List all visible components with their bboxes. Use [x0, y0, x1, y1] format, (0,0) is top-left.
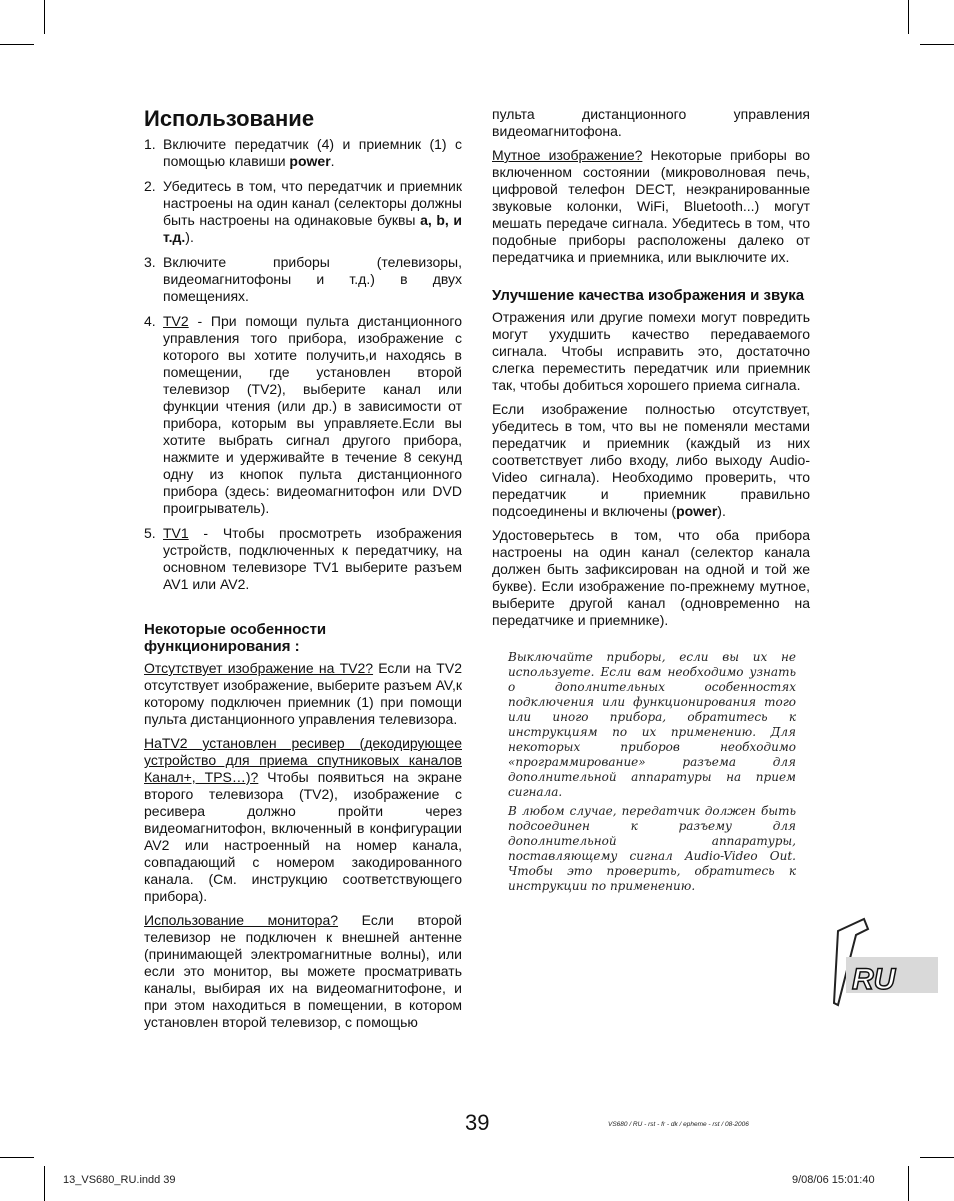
quality-paragraph	[492, 401, 810, 520]
crop-mark	[908, 1166, 909, 1201]
language-badge-label: RU	[852, 963, 896, 996]
step-item	[144, 525, 462, 593]
step-number: 3.	[144, 254, 156, 270]
page-title: Использование	[144, 106, 315, 131]
step-number: 2.	[144, 178, 156, 194]
document-reference: VS680 / RU - rst - fr - dk / epheme - rst / 08-2006	[608, 1121, 749, 1128]
language-badge-graphic	[830, 915, 940, 1010]
steps-list	[144, 136, 462, 593]
feature-text: Если второй телевизор не подключен к внешней антенне (принимающей электромагнитные волны), или если это монитор, вы можете просматривать каналы, выбирая их на видеомагнитофоне, и при этом находиться в помещении, в котором установлен второй телевизор, с помощью	[144, 912, 463, 1030]
feature-continuation: пульта дистанционного управления видеомагнитофона.	[492, 106, 810, 139]
step-number: 5.	[144, 525, 156, 541]
step-text: - Чтобы просмотреть изображения устройств, подключенных к передатчику, на основном телевизоре TV1 выберите разъем AV1 или AV2.	[163, 525, 462, 592]
feature-label: Использование монитора?	[144, 912, 339, 928]
right-column	[492, 106, 810, 898]
crop-mark	[920, 1157, 954, 1158]
step-bold: power	[289, 153, 331, 169]
quality-text: ).	[717, 503, 726, 519]
file-name: 13_VS680_RU.indd 39	[63, 1174, 176, 1186]
feature-text: Чтобы появиться на экране второго телевизора (TV2), изображение с ресивера должно пройти через видеомагнитофон, включенный в конфигурации AV2 или настроенный на номер канала, совпадающий с номером закодированного канала. (См. инструкцию соответствующего прибора).	[144, 769, 462, 904]
left-column	[144, 106, 462, 1038]
feature-label: Мутное изображение?	[492, 147, 643, 163]
feature-paragraph	[144, 660, 462, 728]
language-badge	[830, 915, 940, 1015]
note-paragraph: В любом случае, передатчик должен быть подсоединен к разъему для дополнительной аппаратуры, поставляющему сигнал Audio-Video Out. Чтобы это проверить, обратитесь к инструкции по применению.	[508, 804, 796, 893]
crop-mark	[0, 44, 34, 45]
step-text: .	[330, 153, 335, 169]
step-bold: a, b, и т.д.	[163, 212, 462, 245]
step-text: - При помощи пульта дистанционного управления того прибора, изображение с которого вы хотите получить,и находясь в помещении, где установлен второй телевизор (TV2), выберите канал или функции чтения (или др.) в зависимости от прибора, которым вы управляете.Если вы хотите выбрать сигнал другого прибора, нажмите и удерживайте в течение 8 секунд одну из кнопок пульта дистанционного прибора (здесь: видеомагнитофон или DVD проигрыватель).	[163, 313, 462, 516]
step-item	[144, 254, 462, 305]
crop-mark	[44, 1166, 45, 1201]
step-text: Убедитесь в том, что передатчик и приемник настроены на один канал (селекторы должны быть настроены на одинаковые буквы	[163, 178, 462, 228]
page-number: 39	[465, 1110, 490, 1135]
step-link: TV1	[163, 525, 189, 541]
feature-text: Если на TV2 отсутствует изображение, выберите разъем AV,к которому подключен приемник (1) при помощи пульта дистанционного управления телевизора.	[144, 660, 462, 727]
feature-text: Некоторые приборы во включенном состоянии (микроволновая печь, цифровой телефон DECT, неэкранированные звуковые колонки, WiFi, Bluetooth...) могут мешать передаче сигнала. Убедитесь в том, что подобные приборы расположены далеко от передатчика и приемника, или выключите их.	[492, 147, 810, 265]
quality-paragraph: Отражения или другие помехи могут повредить могут ухудшить качество передаваемого сигнала. Чтобы исправить это, достаточно слегка переместить передатчик или приемник так, чтобы добиться хорошего приема сигнала.	[492, 309, 810, 393]
feature-paragraph	[144, 912, 462, 1031]
step-link: TV2	[163, 313, 189, 329]
step-text: Включите приборы (телевизоры, видеомагнитофоны и т.д.) в двух помещениях.	[163, 254, 462, 304]
step-item	[144, 313, 462, 517]
crop-mark	[44, 0, 45, 34]
note-box	[492, 650, 810, 894]
crop-mark	[908, 0, 909, 34]
feature-label: НаTV2 установлен ресивер (декодирующее устройство для приема спутниковых каналов Канал+, TPS…)?	[144, 735, 462, 785]
feature-paragraph	[492, 147, 810, 266]
features-heading: Некоторые особенности функционирования :	[144, 621, 327, 655]
note-paragraph: Выключайте приборы, если вы их не используете. Если вам необходимо узнать о дополнительных особенностях подключения или функционирования того или иного прибора, обратитесь к инструкциям по их применению. Для некоторых приборов необходимо «программирование» разъема для дополнительной аппаратуры на прием сигнала.	[508, 650, 796, 799]
step-text: Включите передатчик (4) и приемник (1) с помощью клавиши	[163, 136, 462, 169]
quality-heading: Улучшение качества изображения и звука	[492, 287, 805, 304]
quality-paragraph: Удостоверьтесь в том, что оба прибора настроены на один канал (селектор канала должен быть зафиксирован на одной и той же букве). Если изображение по-прежнему мутное, выберите другой канал (одновременно на передатчике и приемнике).	[492, 527, 810, 628]
feature-paragraph	[144, 735, 462, 905]
step-text: ).	[185, 229, 194, 245]
step-item	[144, 136, 462, 170]
quality-bold: power	[676, 503, 718, 519]
quality-text: Если изображение полностью отсутствует, убедитесь в том, что вы не поменяли местами передатчик и приемник (каждый из них соответствует либо входу, либо выходу Audio-Video сигнала). Необходимо проверить, что передатчик и приемник правильно подсоединены и включены (	[492, 401, 810, 519]
step-item	[144, 178, 462, 246]
step-number: 1.	[144, 136, 156, 152]
crop-mark	[0, 1157, 34, 1158]
step-number: 4.	[144, 313, 156, 329]
crop-mark	[920, 44, 954, 45]
feature-label: Отсутствует изображение на TV2?	[144, 660, 374, 676]
file-timestamp: 9/08/06 15:01:40	[792, 1174, 875, 1186]
